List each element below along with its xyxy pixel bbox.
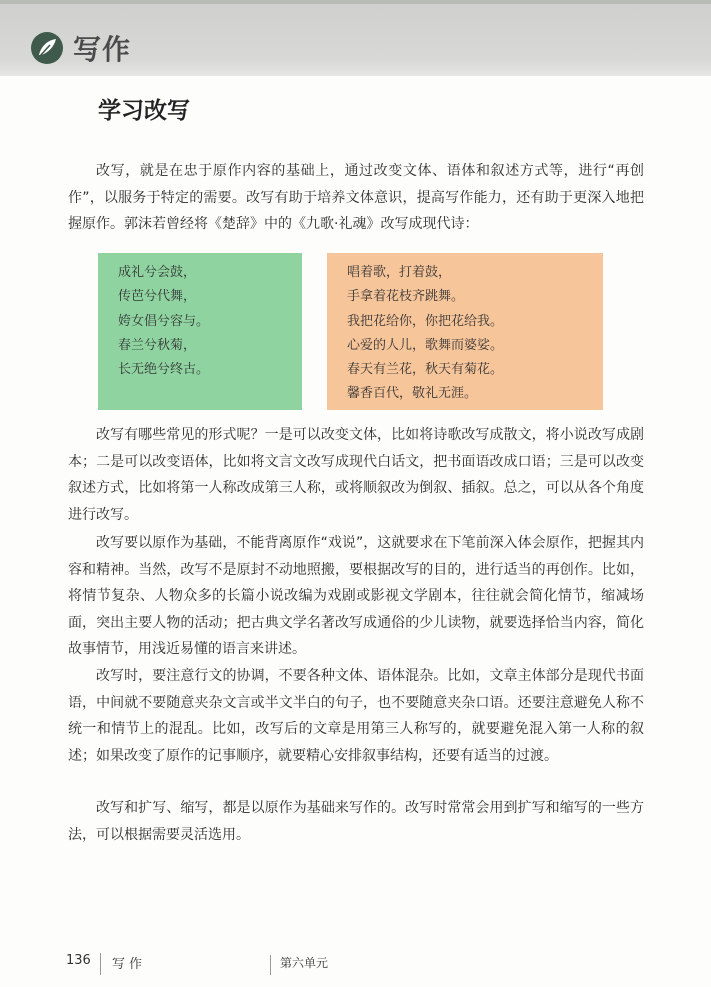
poem-line: 成礼兮会鼓， (118, 265, 197, 280)
poem-line: 春兰兮秋菊， (118, 337, 197, 353)
poem-line: 我把花给你，你把花给我。 (347, 313, 504, 329)
page-number: 136 (66, 953, 91, 968)
footer-unit-label: 第六单元 (280, 956, 329, 970)
poem-line: 馨香百代，敬礼无涯。 (347, 386, 478, 402)
original-poem-box (98, 253, 302, 410)
paragraph-intro: 改写，就是在忠于原作内容的基础上，通过改变文体、语体和叙述方式等，进行“再创作”，以服务于特定的需要。改写有助于培养文体意识，提高写作能力，还有助于更深入地把握原作。郭沫若曾经将《楚辞》中的《九歌·礼魂》改写成现代诗： (68, 163, 644, 233)
poem-line: 传芭兮代舞， (118, 289, 197, 305)
poem-line: 姱女倡兮容与。 (118, 313, 210, 329)
poem-line: 春天有兰花，秋天有菊花。 (347, 362, 504, 378)
footer-divider (270, 955, 271, 975)
header-top-rule (0, 0, 711, 4)
section-title: 写作 (73, 33, 132, 66)
header-band (0, 0, 711, 76)
lesson-title: 学习改写 (98, 98, 190, 124)
poem-line: 心爱的人儿，歌舞而婆娑。 (347, 337, 504, 353)
rewritten-poem-box (327, 253, 603, 410)
poem-line: 手拿着花枝齐跳舞。 (347, 289, 465, 305)
paragraph-summary: 改写和扩写、缩写，都是以原作为基础来写作的。改写时常常会用到扩写和缩写的一些方法，可以根据需要灵活选用。 (68, 800, 644, 843)
poem-line: 长无绝兮终古。 (118, 362, 210, 378)
quill-leaf-icon (30, 31, 64, 65)
paragraph-forms: 改写有哪些常见的形式呢？一是可以改变文体，比如将诗歌改写成散文，将小说改写成剧本；二是可以改变语体，比如将文言文改写成现代白话文，把书面语改成口语；三是可以改变叙述方式，比如将第一人称改成第三人称，或将顺叙改为倒叙、插叙。总之，可以从各个角度进行改写。 (68, 427, 644, 523)
paragraph-coherence: 改写时，要注意行文的协调，不要各种文体、语体混杂。比如，文章主体部分是现代书面语，中间就不要随意夹杂文言或半文半白的句子，也不要随意夹杂口语。还要注意避免人称不统一和情节上的混乱。比如，改写后的文章是用第三人称写的，就要避免混入第一人称的叙述；如果改变了原作的记事顺序，就要精心安排叙事结构，还要有适当的过渡。 (68, 668, 644, 764)
paragraph-basis: 改写要以原作为基础，不能背离原作“戏说”，这就要求在下笔前深入体会原作，把握其内容和精神。当然，改写不是原封不动地照搬，要根据改写的目的，进行适当的再创作。比如，将情节复杂、人物众多的长篇小说改编为戏剧或影视文学剧本，往往就会简化情节，缩减场面，突出主要人物的活动；把古典文学名著改写成通俗的少儿读物，就要选择恰当内容，简化故事情节，用浅近易懂的语言来讲述。 (68, 535, 644, 658)
footer-section-label: 写作 (112, 957, 147, 972)
footer-divider (100, 953, 101, 975)
poem-line: 唱着歌，打着鼓， (347, 265, 452, 280)
